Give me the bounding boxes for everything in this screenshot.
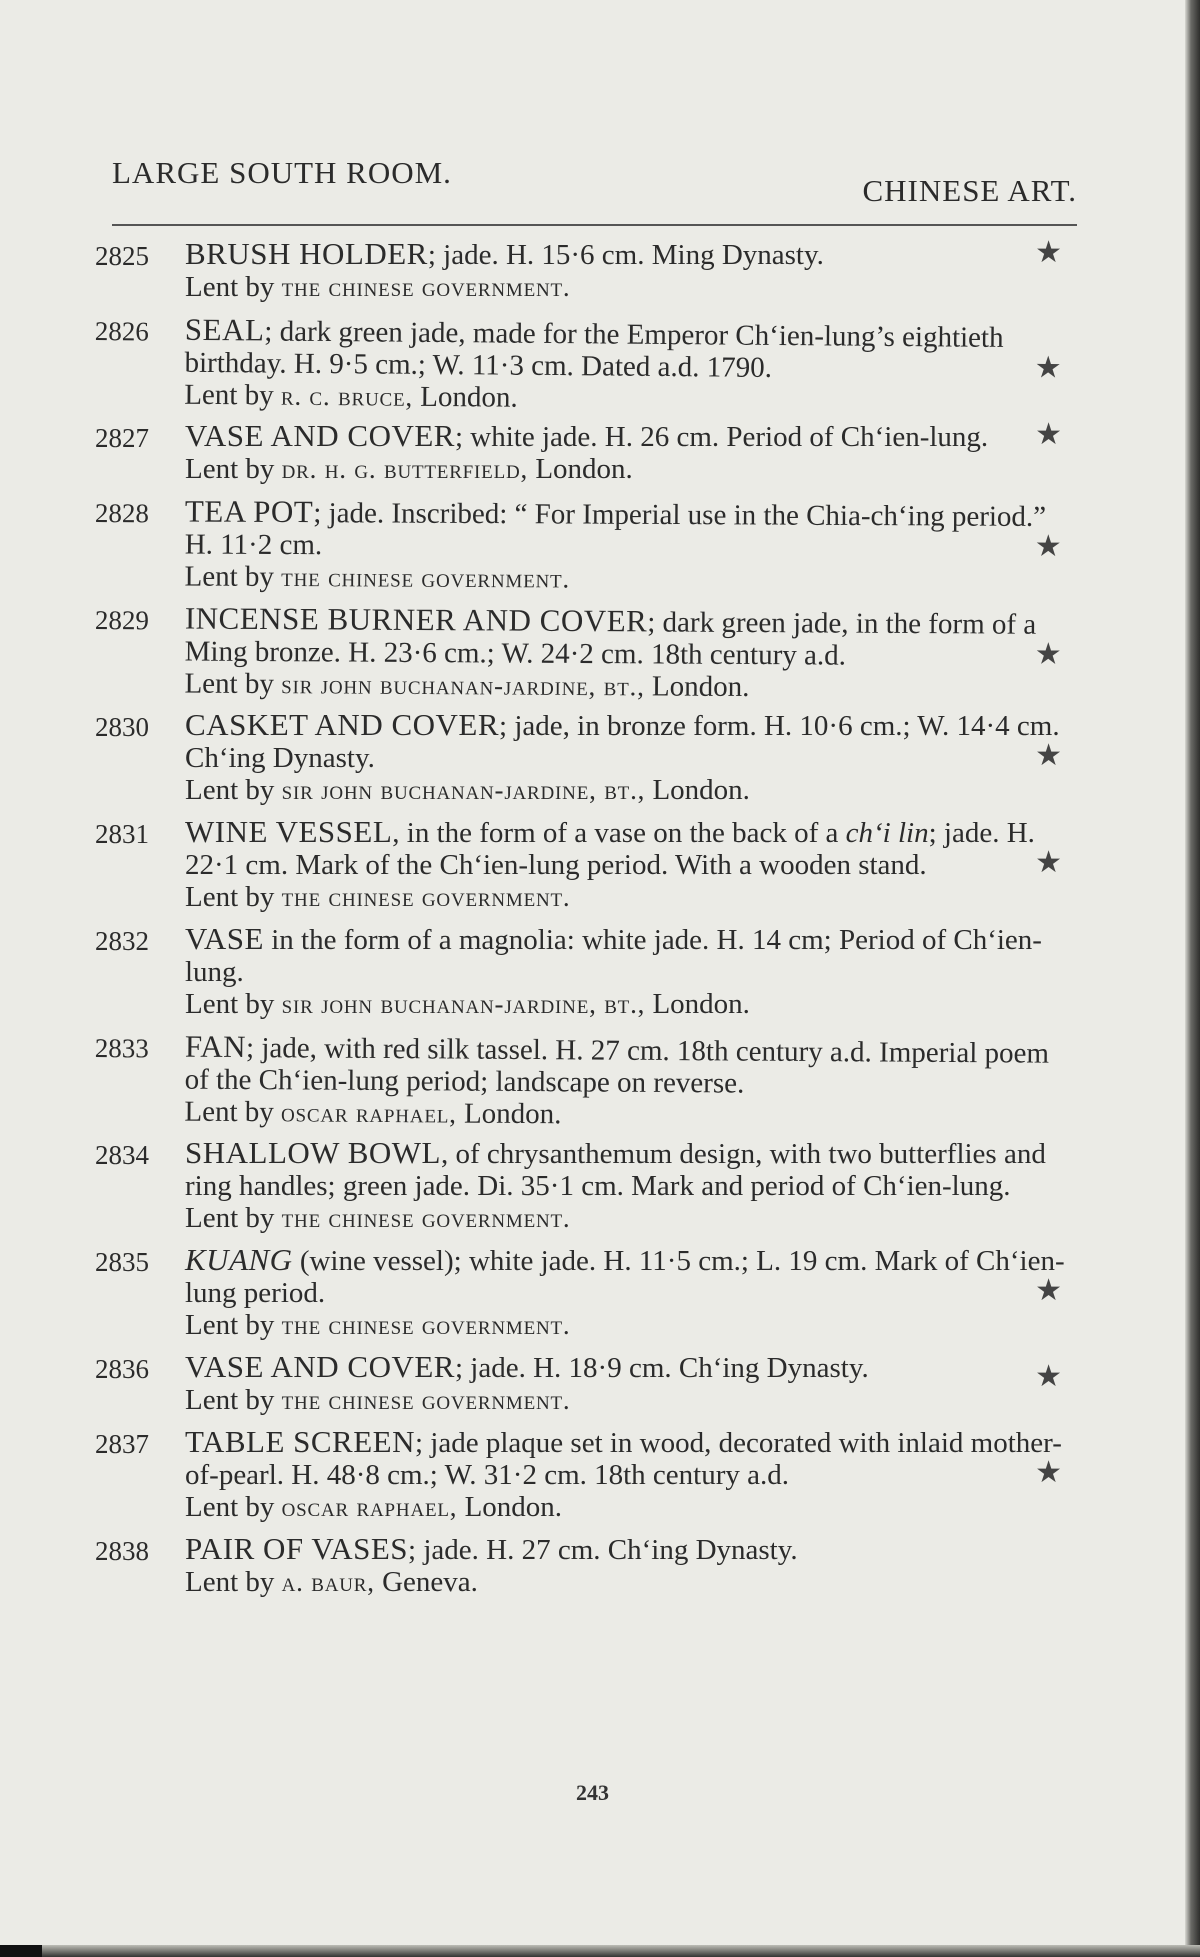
lender-name: a. baur, (281, 1567, 375, 1597)
catalogue-entry (95, 238, 1070, 303)
lent-by-line (185, 1202, 1070, 1234)
lent-by-label: Lent by (184, 560, 275, 593)
lent-by-line (184, 560, 1069, 597)
lender-location: London. (412, 380, 518, 414)
page-gutter-shadow (1185, 0, 1200, 1957)
entry-number: 2838 (95, 1536, 149, 1566)
lent-by-label: Lent by (185, 1491, 275, 1523)
entry-number: 2835 (95, 1247, 149, 1277)
entry-text (185, 1531, 1070, 1598)
page-number: 243 (576, 1780, 609, 1805)
lender-name: dr. h. g. butterfield, (281, 454, 529, 484)
entry-description: ; white jade. H. 26 cm. Period of Ch‘ien-lung. (454, 421, 989, 453)
entry-title: VASE (185, 921, 264, 956)
page-corner (0, 1945, 42, 1957)
entry-title: SEAL (184, 311, 265, 348)
lender-name: r. c. bruce, (280, 380, 414, 412)
catalogue-entry (95, 1426, 1070, 1523)
entry-description: in the form of a magnolia: white jade. H. 14 cm; Period of Ch‘ien-lung. (185, 924, 1042, 988)
lender-name: the chinese government. (281, 1310, 571, 1340)
lender-name: the chinese government. (281, 561, 571, 594)
lender-location: London. (456, 1097, 562, 1131)
star-icon: ★ (1035, 1274, 1062, 1307)
entry-description: , in the form of a vase on the back of a (392, 817, 846, 849)
lender-name: sir john buchanan-jardine, bt., (281, 989, 646, 1019)
lent-by-line (184, 379, 1069, 419)
entry-title: PAIR OF VASES (185, 1531, 409, 1566)
lent-by-label: Lent by (185, 881, 275, 913)
catalogue-entry (95, 420, 1070, 485)
lent-by-label: Lent by (185, 988, 275, 1020)
entry-text (184, 493, 1069, 597)
entry-text (185, 921, 1070, 1020)
entry-title: FAN (184, 1028, 247, 1065)
entry-description: , of chrysanthemum design, with two butterflies and ring handles; green jade. Di. 35·1 cm. Mark and period of Ch‘ien-lung. (185, 1138, 1046, 1202)
lent-by-label: Lent by (185, 453, 275, 485)
lent-by-line (185, 774, 1070, 806)
entry-description: ; dark green jade, in the form of a Ming bronze. H. 23·6 cm.; W. 24·2 cm. 18th century a.d. (184, 606, 1037, 672)
catalogue-entries (95, 238, 1070, 1608)
entry-text (185, 1424, 1070, 1523)
entry-text (185, 707, 1070, 806)
entry-number: 2825 (95, 241, 149, 271)
entry-text (185, 236, 1070, 303)
entry-description: ; jade. H. 15·6 cm. Ming Dynasty. (427, 239, 824, 271)
entry-title: SHALLOW BOWL (185, 1135, 441, 1170)
lender-name: oscar raphael, (281, 1492, 458, 1522)
entry-text (184, 311, 1069, 419)
lender-location: London. (457, 1491, 563, 1523)
entry-text (185, 1135, 1070, 1234)
entry-title: CASKET AND COVER (185, 707, 500, 742)
entry-description: (wine vessel); white jade. H. 11·5 cm.; L. 19 cm. Mark of Ch‘ien-lung period. (185, 1245, 1065, 1309)
star-icon: ★ (1035, 418, 1062, 451)
entry-title: VASE AND COVER (185, 418, 455, 453)
entry-text (185, 814, 1070, 913)
lent-by-line (184, 1096, 1069, 1134)
lent-by-line (185, 271, 1070, 303)
star-icon: ★ (1034, 351, 1062, 385)
star-icon: ★ (1035, 739, 1062, 772)
entry-description: ; dark green jade, made for the Emperor Ch‘ien-lung’s eightieth birthday. H. 9·5 cm.; W. 11·3 cm. Dated a.d. 1790. (184, 315, 1004, 384)
entry-number: 2834 (95, 1140, 149, 1170)
entry-description: ; jade plaque set in wood, decorated with inlaid mother-of-pearl. H. 48·8 cm.; W. 31·2 cm. 18th century a.d. (185, 1427, 1062, 1491)
catalogue-entry (94, 1030, 1070, 1134)
entry-description: ; jade. H. 27 cm. Ch‘ing Dynasty. (408, 1534, 798, 1566)
lender-location: London. (645, 988, 750, 1020)
catalogue-entry (95, 709, 1070, 806)
lender-name: the chinese government. (281, 272, 571, 302)
entry-text (184, 1028, 1069, 1134)
lent-by-line (185, 881, 1070, 913)
lent-by-line (185, 1384, 1070, 1416)
lender-location: London. (644, 670, 750, 703)
entry-number: 2836 (95, 1354, 149, 1384)
entry-text (185, 418, 1070, 485)
entry-title: TABLE SCREEN (185, 1424, 415, 1459)
entry-number: 2828 (94, 497, 149, 529)
lender-name: the chinese government. (281, 882, 571, 912)
catalogue-entry (95, 1351, 1070, 1416)
entry-title: WINE VESSEL (185, 814, 393, 849)
entry-text (185, 1242, 1070, 1341)
lender-location: London. (528, 453, 633, 485)
catalogue-entry (94, 602, 1070, 705)
catalogue-entry (95, 816, 1070, 913)
star-icon: ★ (1035, 236, 1062, 269)
lent-by-label: Lent by (184, 378, 274, 412)
lent-by-line (184, 668, 1069, 705)
lender-name: the chinese government. (281, 1203, 571, 1233)
entry-title: VASE AND COVER (185, 1349, 455, 1384)
star-icon: ★ (1035, 1456, 1062, 1489)
entry-text (184, 600, 1069, 705)
lent-by-label: Lent by (185, 271, 275, 303)
entry-number: 2837 (95, 1429, 149, 1459)
entry-title: KUANG (185, 1242, 293, 1277)
entry-number: 2833 (94, 1033, 149, 1064)
entry-description: ; jade, in bronze form. H. 10·6 cm.; W. 14·4 cm. Ch‘ing Dynasty. (185, 710, 1060, 774)
entry-number: 2830 (95, 712, 149, 742)
star-icon: ★ (1035, 846, 1062, 879)
entry-title: BRUSH HOLDER (185, 236, 428, 271)
lent-by-line (185, 1309, 1070, 1341)
header-room: LARGE SOUTH ROOM. (112, 155, 452, 190)
lender-name: oscar raphael, (280, 1097, 457, 1129)
lender-location: London. (645, 774, 750, 806)
entry-title: TEA POT (184, 493, 314, 530)
lent-by-line (185, 1566, 1070, 1598)
entry-description: ; jade. H. 18·9 cm. Ch‘ing Dynasty. (454, 1352, 869, 1384)
catalogue-entry (95, 923, 1070, 1020)
lent-by-line (185, 1491, 1070, 1523)
catalogue-entry (94, 313, 1070, 419)
lender-name: sir john buchanan-jardine, bt., (281, 669, 645, 702)
entry-description: ; jade. H. 22·1 cm. Mark of the Ch‘ien-lung period. With a wooden stand. (185, 817, 1035, 881)
header-section: CHINESE ART. (862, 173, 1077, 208)
catalogue-entry (94, 495, 1069, 597)
entry-number: 2829 (94, 604, 149, 636)
entry-text (185, 1349, 1070, 1416)
entry-description: ; jade. Inscribed: “ For Imperial use in the Chia-ch‘ing period.” H. 11·2 cm. (184, 497, 1047, 562)
star-icon: ★ (1035, 1360, 1062, 1393)
page-bottom-edge (0, 1945, 1200, 1957)
entry-number: 2832 (95, 926, 149, 956)
catalogue-entry (95, 1137, 1070, 1234)
lent-by-label: Lent by (185, 1202, 275, 1234)
catalogue-entry (95, 1533, 1070, 1598)
entry-description-italic: ch‘i lin (845, 817, 929, 849)
lender-name: sir john buchanan-jardine, bt., (281, 775, 646, 805)
running-header (112, 155, 1077, 208)
lent-by-label: Lent by (184, 1095, 274, 1129)
star-icon: ★ (1034, 637, 1062, 671)
header-rule (112, 224, 1077, 226)
lent-by-label: Lent by (185, 1309, 275, 1341)
lender-name: the chinese government. (281, 1385, 571, 1415)
entry-description: ; jade, with red silk tassel. H. 27 cm. 18th century a.d. Imperial poem of the Ch‘ien-lung period; landscape on reverse. (184, 1032, 1050, 1100)
entry-number: 2831 (95, 819, 149, 849)
lender-location: Geneva. (374, 1566, 478, 1598)
lent-by-label: Lent by (185, 1384, 275, 1416)
lent-by-label: Lent by (185, 774, 275, 806)
catalogue-entry (95, 1244, 1070, 1341)
lent-by-line (185, 453, 1070, 485)
lent-by-label: Lent by (184, 667, 275, 701)
lent-by-line (185, 988, 1070, 1020)
star-icon: ★ (1034, 529, 1062, 564)
entry-number: 2827 (95, 423, 149, 453)
entry-number: 2826 (94, 315, 149, 347)
lent-by-label: Lent by (185, 1566, 275, 1598)
entry-title: INCENSE BURNER AND COVER (184, 600, 648, 639)
